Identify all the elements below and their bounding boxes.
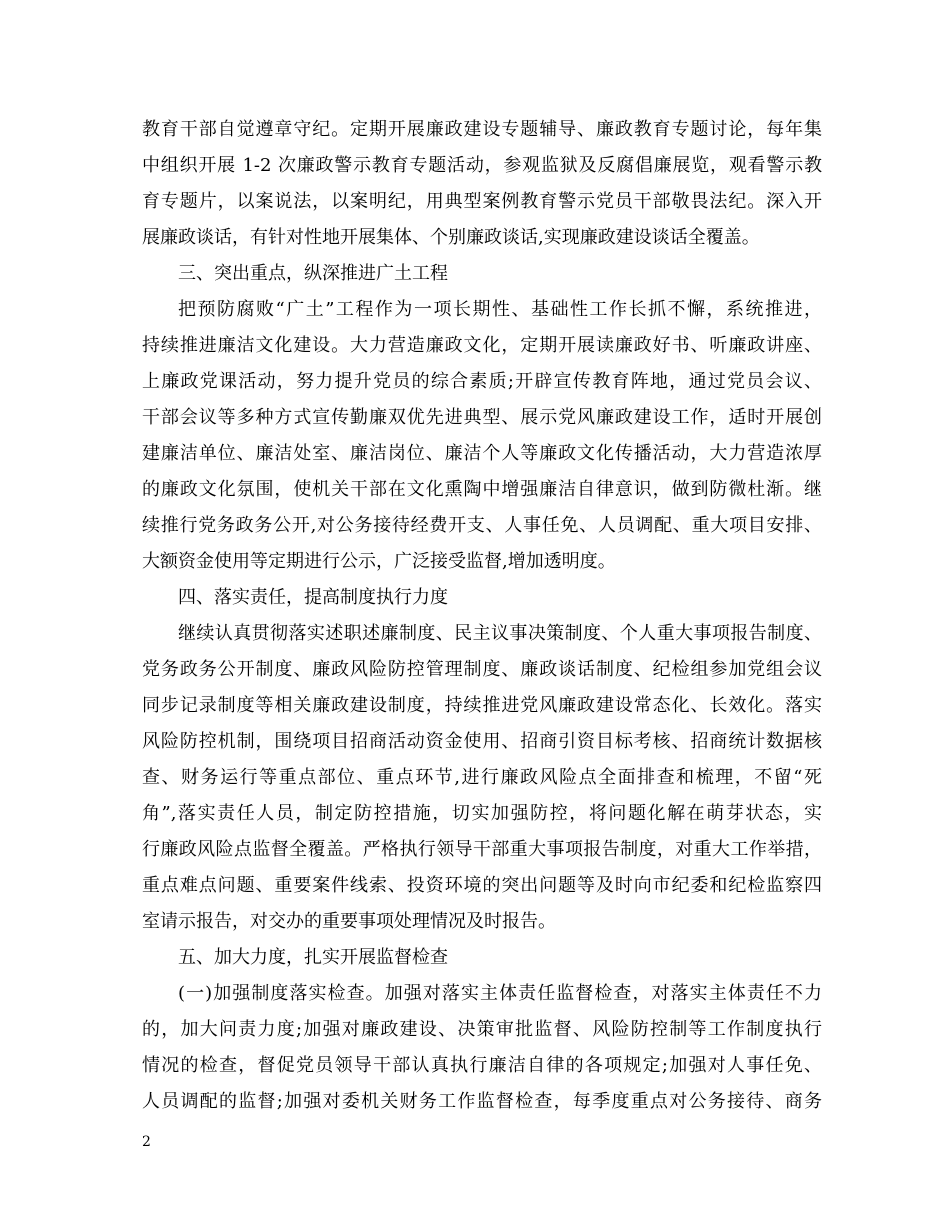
text-line: 重点难点问题、重要案件线索、投资环境的突出问题等及时向市纪委和纪检监察四: [142, 875, 822, 896]
text-line: 继续认真贯彻落实述职述廉制度、民主议事决策制度、个人重大事项报告制度、: [178, 623, 822, 644]
text-line: 干部会议等多种方式宣传勤廉双优先进典型、展示党风廉政建设工作，适时开展创: [142, 407, 822, 428]
text-line: 上廉政党课活动，努力提升党员的综合素质;开辟宣传教育阵地，通过党员会议、: [142, 371, 822, 392]
text-line: 同步记录制度等相关廉政建设制度，持续推进党风廉政建设常态化、长效化。落实: [142, 695, 822, 716]
text-line: 风险防控机制，围绕项目招商活动资金使用、招商引资目标考核、招商统计数据核: [142, 731, 822, 752]
section-heading: 五、加大力度，扎实开展监督检查: [178, 947, 448, 968]
page-number: 2: [142, 1134, 151, 1150]
text-line: 的廉政文化氛围，使机关干部在文化熏陶中增强廉洁自律意识，做到防微杜渐。继: [142, 479, 822, 500]
text-line: 持续推进廉洁文化建设。大力营造廉政文化，定期开展读廉政好书、听廉政讲座、: [142, 335, 822, 356]
text-line: 的，加大问责力度;加强对廉政建设、决策审批监督、风险防控制等工作制度执行: [142, 1019, 822, 1040]
text-line: 把预防腐败“广土”工程作为一项长期性、基础性工作长抓不懈，系统推进，: [178, 299, 822, 320]
text-line: 行廉政风险点监督全覆盖。严格执行领导干部重大事项报告制度，对重大工作举措，: [142, 839, 822, 860]
text-line: 情况的检查，督促党员领导干部认真执行廉洁自律的各项规定;加强对人事任免、: [142, 1055, 822, 1076]
text-line: 建廉洁单位、廉洁处室、廉洁岗位、廉洁个人等廉政文化传播活动，大力营造浓厚: [142, 443, 822, 464]
text-line: 大额资金使用等定期进行公示，广泛接受监督,增加透明度。: [142, 551, 616, 572]
document-body: [142, 112, 822, 1120]
text-line: 室请示报告，对交办的重要事项处理情况及时报告。: [142, 911, 556, 932]
text-line: 人员调配的监督;加强对委机关财务工作监督检查，每季度重点对公务接待、商务: [142, 1091, 822, 1112]
text-line: 教育干部自觉遵章守纪。定期开展廉政建设专题辅导、廉政教育专题讨论，每年集: [142, 119, 822, 140]
text-line: 展廉政谈话，有针对性地开展集体、个别廉政谈话,实现廉政建设谈话全覆盖。: [142, 227, 760, 248]
text-line: 党务政务公开制度、廉政风险防控管理制度、廉政谈话制度、纪检组参加党组会议: [142, 659, 822, 680]
text-line: 角”,落实责任人员，制定防控措施，切实加强防控，将问题化解在萌芽状态，实: [142, 803, 822, 824]
section-heading: 四、落实责任，提高制度执行力度: [178, 587, 448, 608]
section-heading: 三、突出重点，纵深推进广土工程: [178, 263, 448, 284]
text-line: 查、财务运行等重点部位、重点环节,进行廉政风险点全面排查和梳理，不留“死: [142, 767, 822, 788]
text-line: 育专题片，以案说法，以案明纪，用典型案例教育警示党员干部敬畏法纪。深入开: [142, 191, 822, 212]
text-line: 续推行党务政务公开,对公务接待经费开支、人事任免、人员调配、重大项目安排、: [142, 515, 822, 536]
text-line: 中组织开展 1-2 次廉政警示教育专题活动，参观监狱及反腐倡廉展览，观看警示教: [142, 155, 822, 176]
text-line: (一)加强制度落实检查。加强对落实主体责任监督检查，对落实主体责任不力: [178, 983, 822, 1004]
